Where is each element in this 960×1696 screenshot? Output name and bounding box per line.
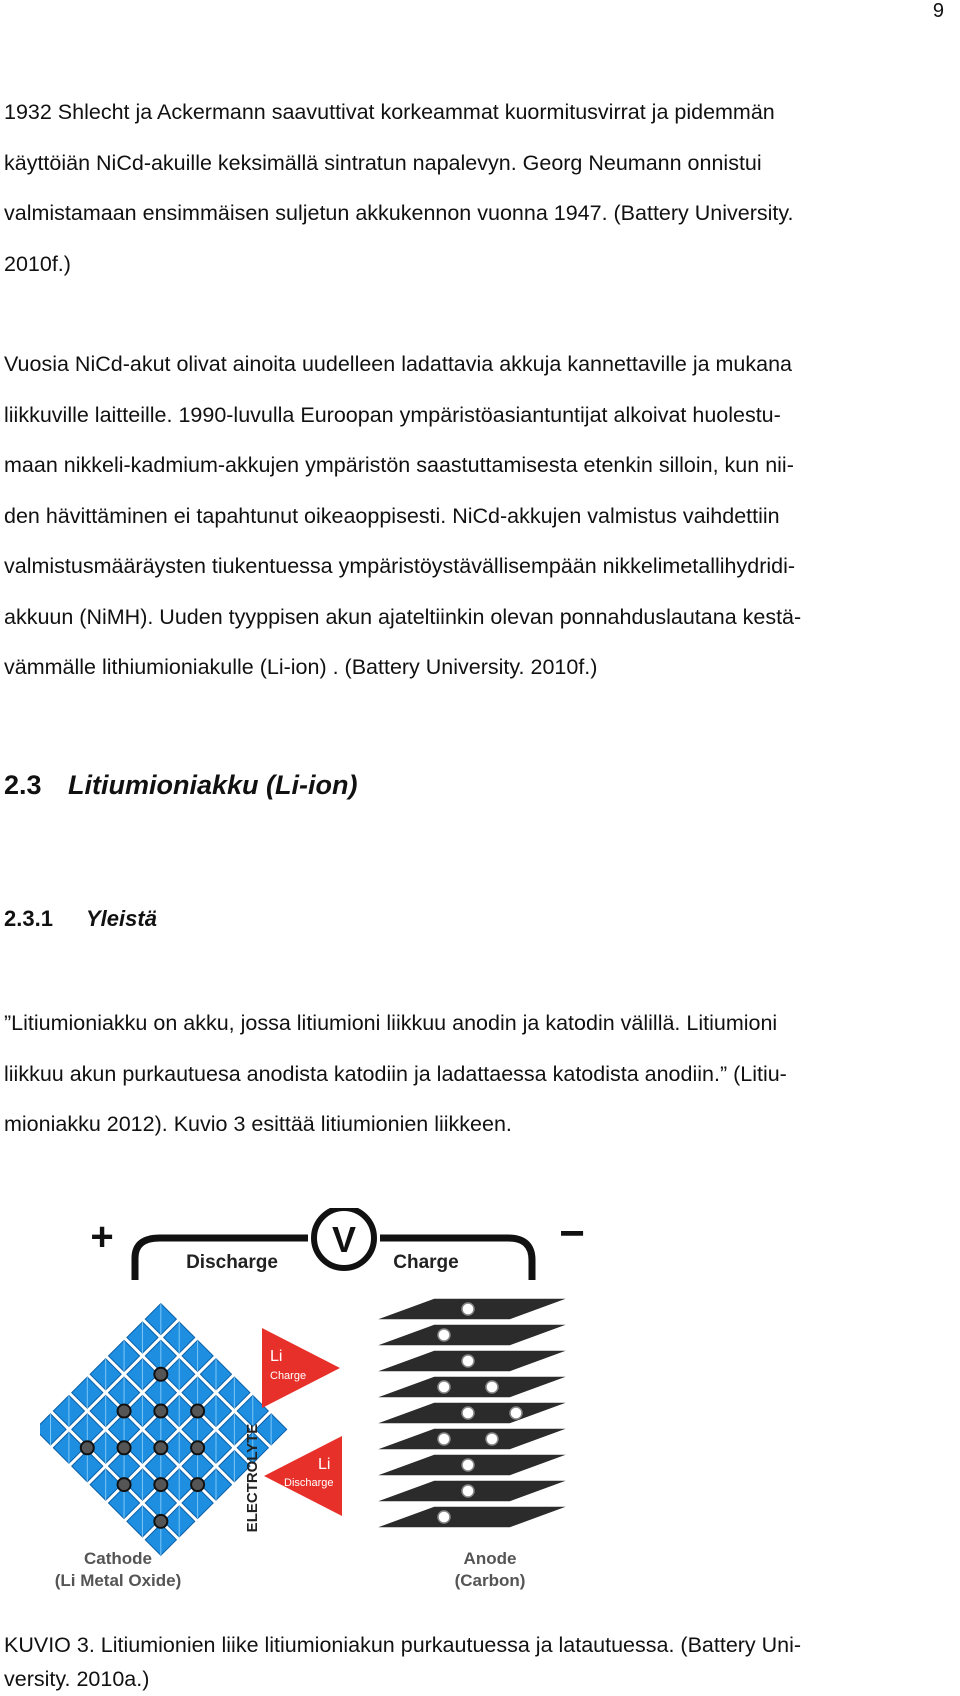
lithium-ion	[188, 1439, 206, 1457]
page-number: 9	[932, 0, 944, 22]
paragraph-nicd-environment	[4, 339, 934, 693]
caption-line: KUVIO 3. Litiumionien liike litiumioniakun purkautuessa ja latautuessa. (Battery Uni-	[4, 1633, 802, 1657]
subsection-title: Yleistä	[86, 906, 157, 931]
plus-sign: +	[90, 1215, 114, 1259]
electrolyte-label: ELECTROLYTE	[244, 1423, 261, 1533]
text-line: akkuun (NiMH). Uuden tyyppisen akun ajateltiinkin olevan ponnahduslautana kestä-	[4, 604, 802, 629]
graphite-plate	[374, 1324, 570, 1346]
text-line: den hävittäminen ei tapahtunut oikeaoppisesti. NiCd-akkujen valmistus vaihdettiin	[4, 503, 780, 528]
lithium-ion	[78, 1439, 96, 1457]
text-line: liikkuu akun purkautuesa anodista katodiin ja ladattaessa katodista anodiin.” (Litiu-	[4, 1061, 787, 1086]
lithium-ion	[152, 1402, 170, 1420]
intercalated-lithium	[438, 1329, 450, 1341]
battery-diagram	[40, 1208, 680, 1613]
intercalated-lithium	[486, 1381, 498, 1393]
text-line: käyttöiän NiCd-akuille keksimällä sintratun napalevyn. Georg Neumann onnistui	[4, 150, 762, 175]
figure-caption	[4, 1628, 934, 1696]
minus-sign: −	[559, 1209, 585, 1258]
intercalated-lithium	[462, 1459, 474, 1471]
cathode-label: Cathode	[84, 1549, 152, 1568]
intercalated-lithium	[462, 1303, 474, 1315]
intercalated-lithium	[486, 1433, 498, 1445]
anode-plates	[374, 1298, 570, 1528]
graphite-plate	[374, 1506, 570, 1528]
text-line: 2010f.)	[4, 251, 71, 276]
svg-text:Discharge: Discharge	[284, 1477, 334, 1489]
graphite-plate	[374, 1428, 570, 1450]
lithium-ion	[152, 1512, 170, 1530]
paragraph-nicd-history	[4, 87, 934, 289]
text-line: maan nikkeli-kadmium-akkujen ympäristön saastuttamisesta etenkin silloin, kun nii-	[4, 453, 794, 477]
paragraph-definition	[4, 998, 934, 1150]
text-line: Vuosia NiCd-akut olivat ainoita uudelleen ladattavia akkuja kannettaville ja mukana	[4, 352, 793, 376]
li-charge-arrow	[262, 1328, 340, 1408]
lithium-ion	[152, 1439, 170, 1457]
section-heading	[4, 770, 357, 801]
discharge-label: Discharge	[186, 1252, 278, 1273]
caption-line: versity. 2010a.)	[4, 1667, 150, 1691]
intercalated-lithium	[438, 1381, 450, 1393]
subsection-number: 2.3.1	[4, 906, 53, 931]
intercalated-lithium	[462, 1355, 474, 1367]
lithium-ion	[152, 1365, 170, 1383]
text-line: ”Litiumioniakku on akku, jossa litiumioni liikkuu anodin ja katodin välillä. Litiumioni	[4, 1011, 778, 1035]
lithium-ion	[115, 1439, 133, 1457]
graphite-plate	[374, 1376, 570, 1398]
text-line: vämmälle lithiumioniakulle (Li-ion) . (Battery University. 2010f.)	[4, 655, 598, 679]
li-discharge-arrow	[264, 1436, 342, 1516]
section-number: 2.3	[4, 770, 42, 800]
intercalated-lithium	[438, 1511, 450, 1523]
subsection-heading	[4, 906, 157, 932]
lithium-ion	[115, 1402, 133, 1420]
lithium-ion	[115, 1475, 133, 1493]
lithium-ion	[188, 1402, 206, 1420]
intercalated-lithium	[462, 1485, 474, 1497]
section-title: Litiumioniakku (Li-ion)	[68, 770, 358, 800]
text-line: valmistusmääräysten tiukentuessa ympäristöystävällisempään nikkelimetallihydridi-	[4, 554, 796, 578]
charge-label: Charge	[393, 1252, 459, 1273]
anode-label: Anode	[463, 1549, 517, 1568]
lithium-ion	[188, 1475, 206, 1493]
svg-text:Li: Li	[270, 1348, 283, 1365]
svg-text:Li: Li	[318, 1456, 331, 1473]
lithium-ion	[152, 1475, 170, 1493]
cathode-sublabel: (Li Metal Oxide)	[54, 1571, 182, 1590]
text-line: 1932 Shlecht ja Ackermann saavuttivat korkeammat kuormitusvirrat ja pidemmän	[4, 100, 775, 124]
intercalated-lithium	[462, 1407, 474, 1419]
svg-text:Charge: Charge	[270, 1370, 307, 1382]
anode-sublabel: (Carbon)	[454, 1571, 526, 1590]
intercalated-lithium	[438, 1433, 450, 1445]
text-line: mioniakku 2012). Kuvio 3 esittää litiumionien liikkeen.	[4, 1112, 512, 1136]
intercalated-lithium	[510, 1407, 522, 1419]
voltmeter-symbol: V	[331, 1219, 357, 1260]
text-line: valmistamaan ensimmäisen suljetun akkukennon vuonna 1947. (Battery University.	[4, 201, 794, 225]
text-line: liikkuville laitteille. 1990-luvulla Euroopan ympäristöasiantuntijat alkoivat huolestu-	[4, 402, 781, 427]
